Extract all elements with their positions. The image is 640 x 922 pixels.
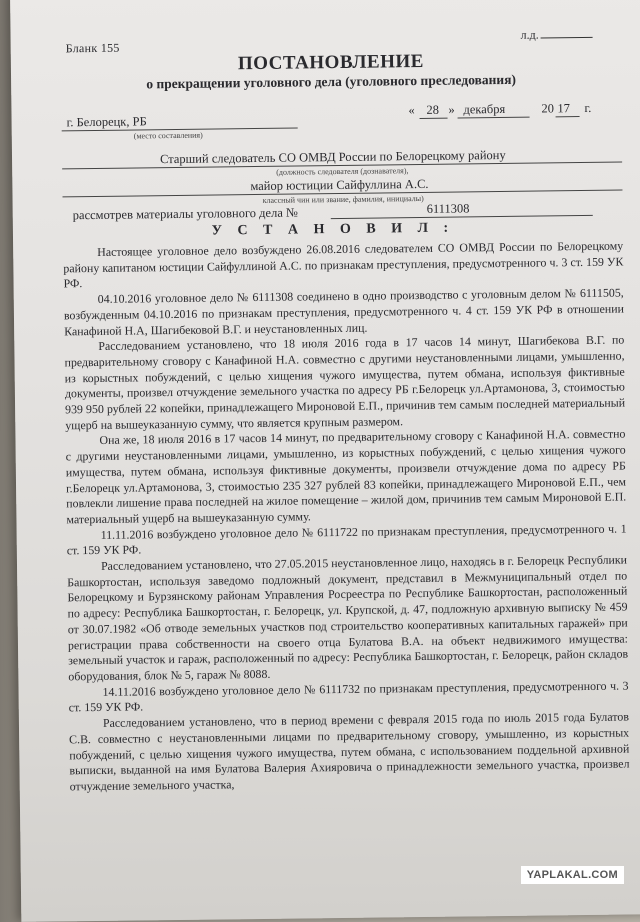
date-day: 28	[426, 102, 440, 117]
place-of-issue: г. Белорецк, РБ	[66, 114, 147, 130]
form-number: Бланк 155	[65, 40, 120, 56]
position-caption: (должность следователя (дознавателя),	[276, 166, 409, 177]
official-position: Старший следователь СО ОМВД России по Белорецкому району	[159, 147, 506, 167]
rank-caption: классный чин или звание, фамилия, инициалы)	[262, 193, 424, 205]
site-watermark: YAPLAKAL.COM	[521, 866, 624, 884]
paragraph: Расследованием установлено, что 27.05.2015 неустановленное лицо, находясь в г. Белорецк Республики Башкортостан, используя заведомо подложный документ, представил в Межмуниципальный отдел по Белорецкому и Бурзянскому районам Управления Росреестра по Республике Башкортостан, расположенный по адресу: Республика Башкортостан, г. Белорецк, ул. Крупской, д. 47, подложную архивную выписку № 459 от 30.07.1982 «Об отводе земельных участков под строительство кооперативных капитальных гаражей» при регистрации права собственности на своего отца Булатова В.А. на объект недвижимого имущества: земельный участок и гараж, расположенный по адресу: Республика Башкортостан, г. Белорецк, район складов оборудования, блок № 5, гараж № 8088.	[67, 552, 629, 684]
date-year-prefix: 20	[541, 101, 555, 116]
considered-label: рассмотрев материалы уголовного дела №	[72, 205, 298, 223]
paragraph: Расследованием установлено, что 18 июля 2016 года в 17 часов 14 минут, Шагибекова В.Г. по предварительному сговору с Канафиной Н.А. совместно с другими неустановленными лицами, умышленно, из корыстных побуждений, с целью хищения чужого имущества, путем обмана, используя фиктивные документы, произвел отчуждение земельного участка по адресу РБ г.Белорецк ул.Артамонова, 3, стоимостью 939 950 рублей 22 копейки, принадлежащего Мироновой Е.П., причинив тем самым последней материальный ущерб на вышеуказанную сумму, что является крупным размером.	[64, 332, 626, 433]
case-number: 6111308	[426, 201, 470, 216]
quote-close: »	[448, 102, 455, 117]
document-page	[10, 0, 640, 922]
case-sheet-text: л.д.	[520, 27, 539, 42]
paragraph: Настоящее уголовное дело возбуждено 26.08.2016 следователем СО ОМВД России по Белорецкому району капитаном юстиции Сайфуллиной А.С. по признакам преступления, предусмотренного ч. 3 ст. 159 УК РФ.	[63, 238, 624, 291]
quote-open: «	[408, 103, 415, 118]
document-subtitle: о прекращении уголовного дела (уголовного преследования)	[146, 71, 517, 92]
established-heading: У С Т А Н О В И Л :	[211, 220, 455, 239]
paragraph: Она же, 18 июля 2016 в 17 часов 14 минут, по предварительному сговору с Канафиной Н.А. совместно с другими неустановленными лицами, умышленно, из корыстных побуждений, с целью хищения чужого имущества, путем обмана, используя фиктивные документы, произвели отчуждение дома по адресу РБ г.Белорецк ул.Артамонова, 3, стоимостью 235 327 рублей 83 копейки, принадлежащего Мироновой Е.П., чем повлекли лишение права последней на жилое помещение – жилой дом, причинив тем самым Мироновой Е.П. материальный ущерб на вышеуказанную сумму.	[65, 426, 627, 527]
paragraph: 11.11.2016 возбуждено уголовное дело № 6111722 по признакам преступления, предусмотренного ч. 1 ст. 159 УК РФ.	[66, 521, 627, 558]
document-title: ПОСТАНОВЛЕНИЕ	[237, 50, 425, 75]
day-underline	[420, 118, 448, 119]
paragraph: Расследованием установлено, что в период времени с февраля 2015 года по июль 2015 года Булатов С.В. совместно с неустановленными лицами по предварительному сговору, умышленно, из корыстных побуждений, с целью хищения чужого имущества, путем обмана, с использованием поддельной архивной выписки, выданной на имя Булатова Валерия Ахияровича о принадлежности земельного участка, произвел отчуждение земельного участка,	[69, 709, 630, 794]
month-underline	[458, 117, 530, 119]
year-underline	[556, 116, 580, 117]
place-caption: (место составления)	[133, 130, 203, 141]
date-month: декабря	[463, 101, 506, 117]
document-body	[63, 239, 630, 795]
official-rank-name: майор юстиции Сайфуллина А.С.	[250, 176, 429, 194]
case-sheet-label	[520, 27, 592, 43]
paragraph: 04.10.2016 уголовное дело № 6111308 соединено в одно производство с уголовным делом № 6111505, возбужденным 04.10.2016 по признакам преступления, предусмотренного ч. 4 ст. 159 УК РФ в отношении Канафиной Н.А, Шагибековой В.Г. и неустановленных лиц.	[63, 285, 624, 338]
date-year-label: г.	[584, 100, 592, 115]
paragraph: 14.11.2016 возбуждено уголовное дело № 6111732 по признакам преступления, предусмотренного ч. 3 ст. 159 УК РФ.	[68, 678, 629, 715]
case-sheet-blank	[541, 37, 593, 39]
date-year-suffix: 17	[557, 101, 571, 116]
